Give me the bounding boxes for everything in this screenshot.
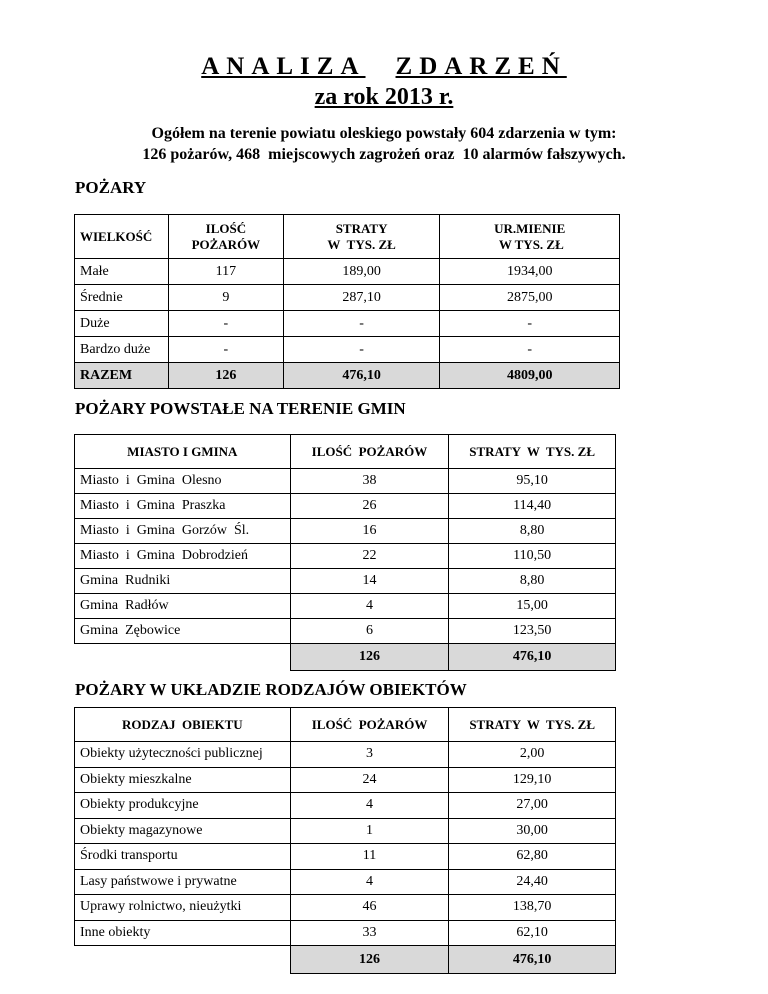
table-cell: 189,00: [283, 259, 440, 285]
table-row: [75, 742, 616, 768]
table-row: [75, 920, 616, 946]
table-row: [75, 818, 616, 844]
table-cell: 4809,00: [440, 363, 620, 389]
table-cell: Uprawy rolnictwo, nieużytki: [75, 895, 291, 921]
table-cell: 33: [290, 920, 449, 946]
header-cell: ILOŚĆ POŻARÓW: [168, 215, 283, 259]
table-cell: Miasto i Gmina Dobrodzień: [75, 544, 291, 569]
table-row: [75, 844, 616, 870]
section-heading-pozary: POŻARY: [75, 178, 147, 197]
table-cell: Gmina Rudniki: [75, 569, 291, 594]
table-cell: Środki transportu: [75, 844, 291, 870]
table-cell: 4: [290, 594, 449, 619]
header-cell: STRATY W TYS. ZŁ: [449, 708, 616, 742]
table-cell: 129,10: [449, 767, 616, 793]
table-cell: -: [168, 337, 283, 363]
total-row: [75, 363, 620, 389]
table-cell: 1934,00: [440, 259, 620, 285]
table-cell: Małe: [75, 259, 169, 285]
table-row: [75, 285, 620, 311]
table-cell: Lasy państwowe i prywatne: [75, 869, 291, 895]
table-cell: 8,80: [449, 569, 616, 594]
header-cell: STRATY W TYS. ZŁ: [449, 435, 616, 469]
table-cell: 16: [290, 519, 449, 544]
table-cell: 15,00: [449, 594, 616, 619]
table-row: [75, 544, 616, 569]
table-row: [75, 519, 616, 544]
table-cell: 2875,00: [440, 285, 620, 311]
empty-cell: [75, 644, 291, 671]
intro-line-2: 126 pożarów, 468 miejscowych zagrożeń oraz 10 alarmów fałszywych.: [142, 146, 626, 163]
intro-paragraph: [0, 123, 768, 165]
table-cell: 8,80: [449, 519, 616, 544]
table-cell: Obiekty magazynowe: [75, 818, 291, 844]
header-cell: ILOŚĆ POŻARÓW: [290, 708, 449, 742]
header-cell: WIELKOŚĆ: [75, 215, 169, 259]
total-row: [75, 946, 616, 974]
table-cell: 26: [290, 494, 449, 519]
table-row: [75, 337, 620, 363]
table-cell: 38: [290, 469, 449, 494]
table-cell: 24: [290, 767, 449, 793]
table-cell: 46: [290, 895, 449, 921]
table-cell: 11: [290, 844, 449, 870]
table-cell: -: [440, 311, 620, 337]
table-cell: Duże: [75, 311, 169, 337]
table-cell: 476,10: [449, 644, 616, 671]
table-cell: 117: [168, 259, 283, 285]
table-cell: 123,50: [449, 619, 616, 644]
table-row: [75, 594, 616, 619]
table-cell: Miasto i Gmina Gorzów Śl.: [75, 519, 291, 544]
table-cell: Miasto i Gmina Olesno: [75, 469, 291, 494]
table-row: [75, 895, 616, 921]
table-row: [75, 569, 616, 594]
table-cell: 27,00: [449, 793, 616, 819]
table-cell: Bardzo duże: [75, 337, 169, 363]
table-cell: 476,10: [283, 363, 440, 389]
table-cell: Gmina Radłów: [75, 594, 291, 619]
header-cell: MIASTO I GMINA: [75, 435, 291, 469]
table-cell: 62,10: [449, 920, 616, 946]
table-cell: 9: [168, 285, 283, 311]
table-cell: Inne obiekty: [75, 920, 291, 946]
table-header-row: [75, 708, 616, 742]
fires-by-size-table: [74, 214, 620, 389]
table-cell: 126: [290, 644, 449, 671]
document-subtitle: za rok 2013 r.: [314, 84, 454, 110]
table-cell: 287,10: [283, 285, 440, 311]
intro-line-1: Ogółem na terenie powiatu oleskiego powstały 604 zdarzenia w tym:: [151, 125, 617, 142]
table-cell: 1: [290, 818, 449, 844]
table-cell: Obiekty produkcyjne: [75, 793, 291, 819]
table-row: [75, 793, 616, 819]
section-heading-obiekty: POŻARY W UKŁADZIE RODZAJÓW OBIEKTÓW: [75, 680, 467, 699]
table-cell: Gmina Zębowice: [75, 619, 291, 644]
table-cell: Miasto i Gmina Praszka: [75, 494, 291, 519]
table-cell: 14: [290, 569, 449, 594]
table-cell: Średnie: [75, 285, 169, 311]
table-row: [75, 259, 620, 285]
table-cell: RAZEM: [75, 363, 169, 389]
section-heading-gminy: POŻARY POWSTAŁE NA TERENIE GMIN: [75, 399, 406, 418]
table-cell: 6: [290, 619, 449, 644]
title-word-analiza: ANALIZA: [201, 53, 366, 80]
table-cell: 22: [290, 544, 449, 569]
header-cell: ILOŚĆ POŻARÓW: [290, 435, 449, 469]
table-cell: Obiekty użyteczności publicznej: [75, 742, 291, 768]
fires-by-municipality-table: [74, 434, 616, 671]
table-row: [75, 619, 616, 644]
table-row: [75, 869, 616, 895]
table-cell: 4: [290, 869, 449, 895]
table-row: [75, 469, 616, 494]
header-cell: STRATY W TYS. ZŁ: [283, 215, 440, 259]
table-cell: 3: [290, 742, 449, 768]
table-cell: 126: [168, 363, 283, 389]
table-row: [75, 767, 616, 793]
table-cell: 95,10: [449, 469, 616, 494]
table-cell: 30,00: [449, 818, 616, 844]
table-row: [75, 311, 620, 337]
table-cell: 62,80: [449, 844, 616, 870]
table-cell: -: [283, 337, 440, 363]
table-cell: 24,40: [449, 869, 616, 895]
table-cell: -: [283, 311, 440, 337]
table-header-row: [75, 215, 620, 259]
header-cell: UR.MIENIE W TYS. ZŁ: [440, 215, 620, 259]
table-cell: 476,10: [449, 946, 616, 974]
table-cell: -: [440, 337, 620, 363]
table-cell: 4: [290, 793, 449, 819]
total-row: [75, 644, 616, 671]
table-cell: Obiekty mieszkalne: [75, 767, 291, 793]
table-cell: 126: [290, 946, 449, 974]
table-cell: -: [168, 311, 283, 337]
table-row: [75, 494, 616, 519]
table-cell: 2,00: [449, 742, 616, 768]
title-word-zdarzen: ZDARZEŃ: [395, 53, 567, 80]
table-cell: 110,50: [449, 544, 616, 569]
document-title: [0, 52, 768, 82]
header-cell: RODZAJ OBIEKTU: [75, 708, 291, 742]
table-header-row: [75, 435, 616, 469]
table-cell: 138,70: [449, 895, 616, 921]
table-cell: 114,40: [449, 494, 616, 519]
fires-by-object-type-table: [74, 707, 616, 974]
empty-cell: [75, 946, 291, 974]
